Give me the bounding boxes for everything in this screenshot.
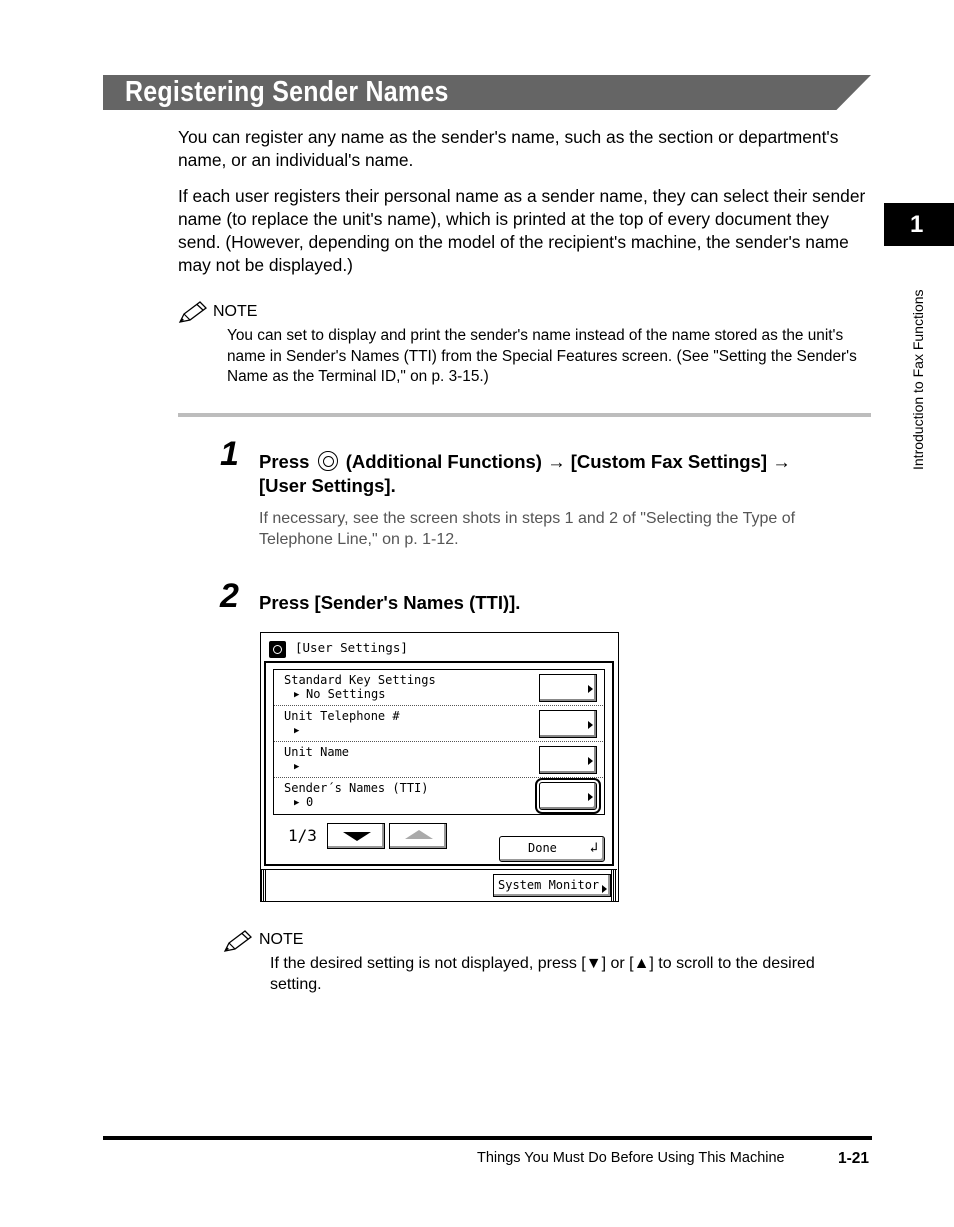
step-instruction	[259, 450, 791, 498]
intro-paragraph-2: If each user registers their personal name as a sender name, they can select their sender name (to replace the unit's name), which is printed at the top of every document they send. (However, depending on the model of the recipient's machine, the sender's name may not be displayed.)	[178, 186, 866, 275]
note-text: If the desired setting is not displayed, press [▼] or [▲] to scroll to the desired setting.	[270, 955, 815, 993]
row-label: Standard Key Settings	[284, 673, 436, 687]
additional-functions-icon	[318, 451, 338, 471]
unit-name-button[interactable]	[539, 746, 597, 774]
settings-list	[273, 669, 605, 815]
page-indicator: 1/3	[288, 826, 317, 845]
list-item	[274, 742, 603, 778]
note-text: You can set to display and print the sender's name instead of the name stored as the unit's name in Sender's Names (TTI) from the Special Features screen. (See "Setting the Sender's Name as the Terminal ID," on p. 3-15.)	[227, 327, 857, 385]
list-item	[274, 778, 603, 814]
page-title: Registering Sender Names	[125, 76, 449, 108]
list-item	[274, 706, 603, 742]
step-number: 1	[220, 435, 239, 473]
footer-text: Things You Must Do Before Using This Machine	[477, 1150, 785, 1166]
step-instruction-path: (Additional Functions) → [Custom Fax Settings] →	[345, 451, 791, 472]
step-subtext: If necessary, see the screen shots in steps 1 and 2 of "Selecting the Type of Telephone Line," on p. 1-12.	[259, 510, 796, 548]
unit-telephone-button[interactable]	[539, 710, 597, 738]
chapter-tab: 1	[884, 203, 954, 246]
step-instruction-target: [User Settings].	[259, 475, 396, 496]
step-number: 2	[220, 577, 239, 615]
intro-paragraph-1: You can register any name as the sender's name, such as the section or department's name, or an individual's name.	[178, 127, 839, 170]
list-item	[274, 670, 603, 706]
screen-title: [User Settings]	[295, 640, 408, 655]
row-label: Unit Telephone #	[284, 709, 400, 723]
section-divider	[178, 413, 871, 417]
footer-divider	[103, 1136, 872, 1140]
page-number: 1-21	[838, 1150, 870, 1167]
chapter-title: Introduction to Fax Functions	[910, 289, 926, 470]
pencil-note-icon	[178, 300, 208, 324]
row-label: Unit Name	[284, 745, 350, 759]
footer-hatch	[611, 870, 617, 901]
pencil-note-icon	[223, 929, 253, 953]
note-label: NOTE	[213, 303, 258, 320]
row-label: Sender´s Names (TTI)	[284, 781, 429, 795]
settings-icon	[269, 641, 286, 658]
screen-footer	[261, 869, 617, 900]
done-button[interactable]: Done ↲	[499, 836, 605, 862]
system-monitor-button[interactable]: System Monitor	[493, 874, 611, 897]
footer-hatch	[261, 870, 267, 901]
scroll-up-button[interactable]	[389, 823, 447, 849]
senders-names-button[interactable]	[539, 782, 597, 810]
standard-key-settings-button[interactable]	[539, 674, 597, 702]
step-instruction-press: Press	[259, 451, 310, 472]
step-instruction: Press [Sender's Names (TTI)].	[259, 592, 521, 613]
note-label: NOTE	[259, 931, 304, 948]
row-value: ▶ No Settings	[306, 688, 385, 701]
row-value: ▶ 0	[306, 796, 313, 809]
scroll-down-button[interactable]	[327, 823, 385, 849]
device-screen	[260, 632, 619, 902]
